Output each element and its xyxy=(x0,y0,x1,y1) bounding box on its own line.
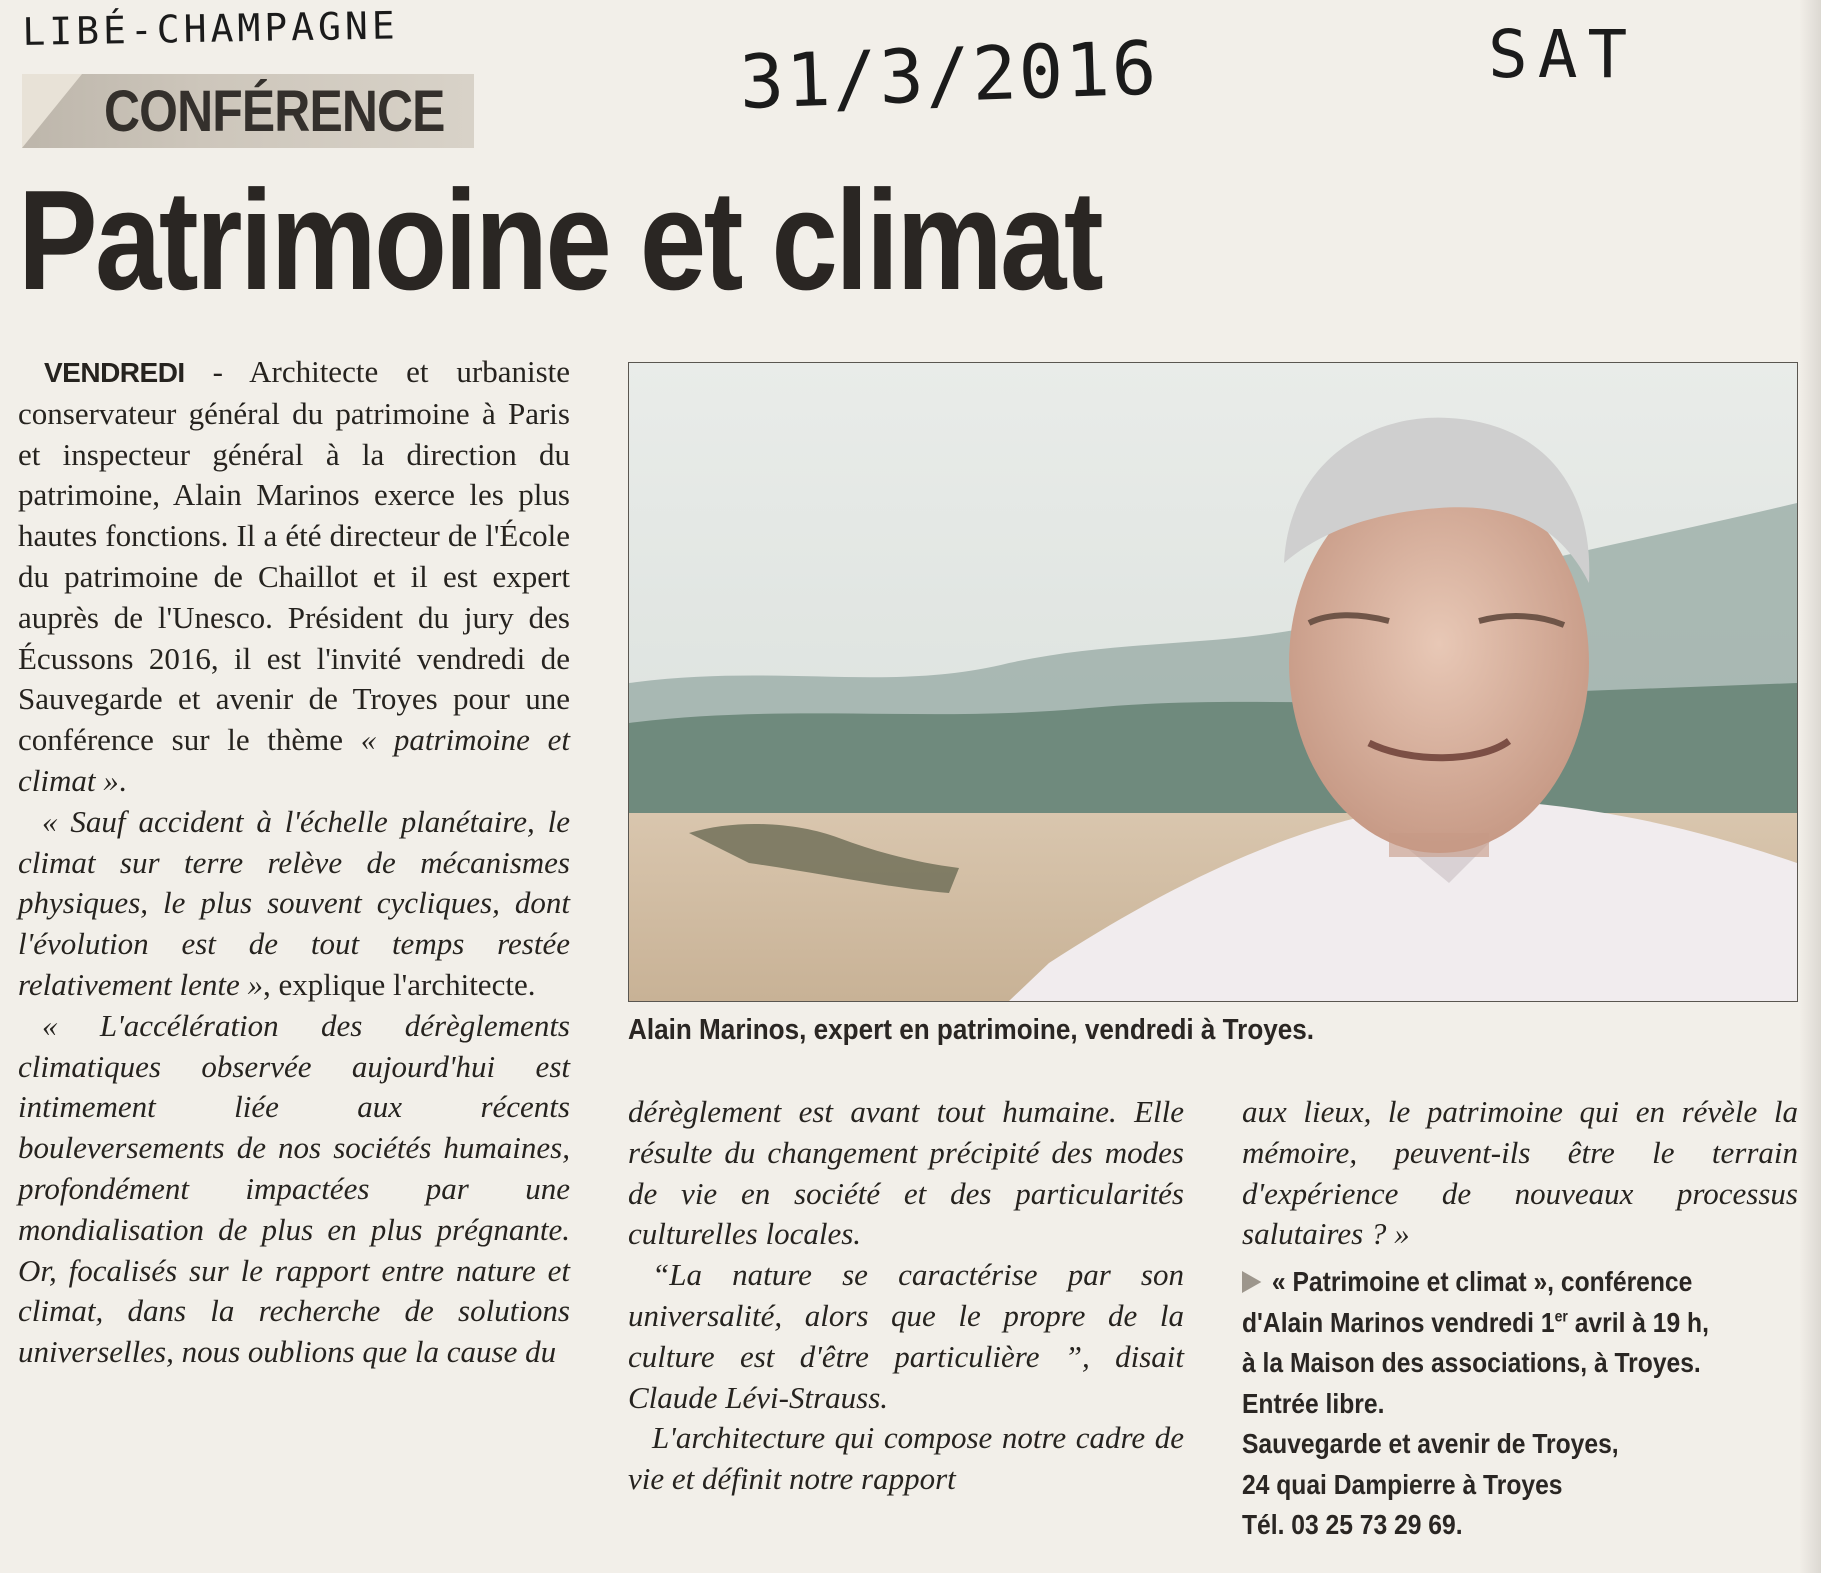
event-date-text: d'Alain Marinos vendredi 1 xyxy=(1242,1306,1555,1338)
organizer-address: 24 quai Dampierre à Troyes xyxy=(1242,1468,1563,1500)
event-info-box xyxy=(1242,1262,1788,1546)
article-column-left xyxy=(18,352,570,1373)
article-column-middle xyxy=(628,1092,1184,1500)
article-paragraph-1 xyxy=(18,352,570,802)
event-info-line-2 xyxy=(1242,1303,1788,1344)
article-paragraph-4: “La nature se caractérise par son universalité, alors que le propre de la culture est d'être particulière ”, disait Claude Lévi-Strauss. xyxy=(628,1257,1184,1415)
event-title: « Patrimoine et climat », conférence xyxy=(1271,1266,1693,1297)
rubric-corner-decoration xyxy=(22,74,82,148)
event-date-superscript: er xyxy=(1554,1308,1568,1326)
organizer-name: Sauvegarde et avenir de Troyes, xyxy=(1242,1428,1619,1459)
article-paragraph-2 xyxy=(18,802,570,1006)
photo-caption: Alain Marinos, expert en patrimoine, vendredi à Troyes. xyxy=(628,1014,1315,1046)
paragraph-1-end: . xyxy=(118,762,127,798)
section-rubric xyxy=(22,74,474,148)
event-info-line-1 xyxy=(1242,1262,1788,1303)
article-paragraph-3-start: « L'accélération des dérèglements climatiques observée aujourd'hui est intimement liée aux récents bouleversements de nos sociétés humaines, profondément impactées par une mondialisation de plus en plus prégnante. Or, focalisés sur le rapport entre nature et climat, dans la recherche de solutions universelles, nous oublions que la cause du xyxy=(18,1007,570,1370)
paragraph-1-text: - Architecte et urbaniste conservateur général du patrimoine à Paris et inspecteur général à la direction du patrimoine, Alain Marinos exerce les plus hautes fonctions. Il a été directeur de l'École du patrimoine de Chaillot et il est expert auprès de l'Unesco. Président du jury des Écussons 2016, il est l'invité vendredi de Sauvegarde et avenir de Troyes pour une conférence sur le thème xyxy=(18,354,570,758)
event-admission: Entrée libre. xyxy=(1242,1387,1385,1419)
handwritten-date-note: 31/3/2016 xyxy=(738,25,1160,126)
paragraph-2-quote: « Sauf accident à l'échelle planétaire, le climat sur terre relève de mécanismes physiques, le plus souvent cycliques, dont l'évolution est de tout temps restée relativement lente » xyxy=(18,803,570,1002)
page-edge-shadow xyxy=(1799,0,1821,1573)
organizer-phone: Tél. 03 25 73 29 69. xyxy=(1242,1509,1463,1540)
event-venue: à la Maison des associations, à Troyes. xyxy=(1242,1347,1701,1378)
article-paragraph-5-continued: aux lieux, le patrimoine qui en révèle la mémoire, peuvent-ils être le terrain d'expérience de nouveaux processus salutaires ? » xyxy=(1242,1094,1798,1252)
handwritten-initials-note: SAT xyxy=(1488,16,1638,93)
lead-word: VENDREDI xyxy=(44,357,185,388)
rubric-label: CONFÉRENCE xyxy=(104,79,445,144)
event-time-text: avril à 19 h, xyxy=(1567,1306,1709,1338)
article-paragraph-3-continued: dérèglement est avant tout humaine. Elle résulte du changement précipité des modes de vie en société et des particularités culturelles locales. xyxy=(628,1094,1184,1252)
paragraph-1-theme: « patrimoine et climat » xyxy=(18,722,570,798)
article-headline: Patrimoine et climat xyxy=(18,161,1102,320)
arrow-right-icon xyxy=(1242,1271,1261,1293)
handwritten-source-note: LIBÉ-CHAMPAGNE xyxy=(22,3,400,54)
article-paragraph-5-start: L'architecture qui compose notre cadre de vie et définit notre rapport xyxy=(628,1420,1184,1497)
article-photo xyxy=(628,362,1798,1002)
article-column-right xyxy=(1242,1092,1798,1255)
paragraph-2-end: , explique l'architecte. xyxy=(263,966,536,1002)
